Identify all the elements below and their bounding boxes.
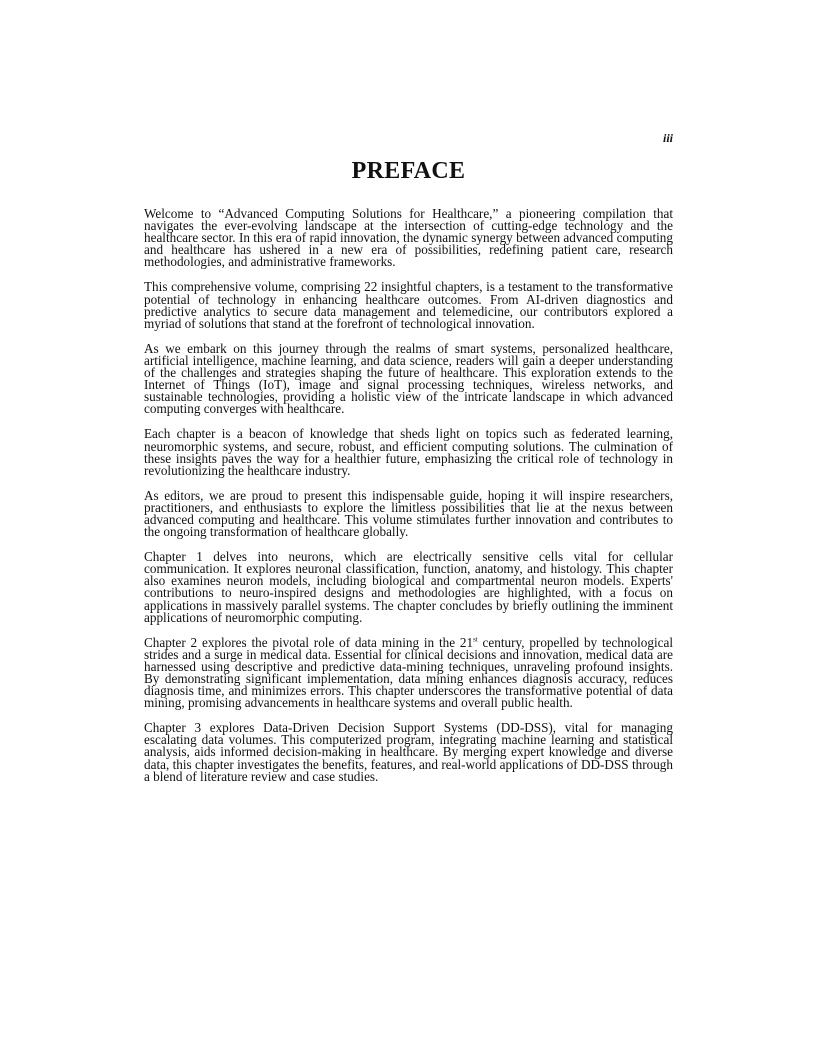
document-page xyxy=(144,0,673,1056)
paragraph-welcome: Welcome to “Advanced Computing Solutions for Healthcare,” a pioneering compilation that navigates the ever-evolving landscape at the intersection of cutting-edge technology and the healthcare sector. In this era of rapid innovation, the dynamic synergy between advanced computing and healthcare has ushered in a new era of possibilities, redefining patient care, research methodologies, and administrative frameworks. xyxy=(144,206,673,270)
paragraph-chapter-3: Chapter 3 explores Data-Driven Decision Support Systems (DD-DSS), vital for managing escalating data volumes. This computerized program, integrating machine learning and statistical analysis, aids informed decision-making in healthcare. By merging expert knowledge and diverse data, this chapter investigates the benefits, features, and real-world applications of DD-DSS through a blend of literature review and case studies. xyxy=(144,720,673,784)
paragraph-editors-note: As editors, we are proud to present this indispensable guide, hoping it will inspire researchers, practitioners, and enthusiasts to explore the limitless possibilities that lie at the nexus between advanced computing and healthcare. This volume stimulates further innovation and contributes to the ongoing transformation of healthcare globally. xyxy=(144,487,673,540)
paragraph-chapter-topics: Each chapter is a beacon of knowledge that sheds light on topics such as federated learning, neuromorphic systems, and secure, robust, and efficient computing solutions. The culmination of these insights paves the way for a healthier future, emphasizing the critical role of technology in revolutionizing the healthcare industry. xyxy=(144,426,673,478)
paragraph-volume-overview: This comprehensive volume, comprising 22 insightful chapters, is a testament to the transformative potential of technology in enhancing healthcare outcomes. From AI-driven diagnostics and predictive analytics to secure data management and telemedicine, our contributors explored a myriad of solutions that stand at the forefront of technological innovation. xyxy=(144,279,673,331)
page-title: PREFACE xyxy=(351,158,466,184)
ordinal-suffix: st xyxy=(473,635,478,644)
preface-body xyxy=(144,208,673,796)
paragraph-journey: As we embark on this journey through the realms of smart systems, personalized healthcare, artificial intelligence, machine learning, and data science, readers will gain a deeper understanding of the challenges and strategies shaping the future of healthcare. This exploration extends to the Internet of Things (IoT), image and signal processing techniques, wireless networks, and sustainable technologies, providing a holistic view of the intricate landscape in which advanced computing converges with healthcare. xyxy=(144,340,673,417)
chapter-2-rest: century, propelled by technological strides and a surge in medical data. Essential for clinical decisions and innovation, medical data are harnessed using descriptive and predictive data-mining techniques, unraveling profound insights. By demonstrating significant implementation, data mining enhances diagnosis accuracy, reduces diagnosis time, and minimizes errors. This chapter underscores the transformative potential of data mining, promising advancements in healthcare systems and overall public health. xyxy=(144,634,673,711)
paragraph-chapter-1: Chapter 1 delves into neurons, which are electrically sensitive cells vital for cellular communication. It explores neuronal classification, function, anatomy, and histology. This chapter also examines neuron models, including biological and compartmental neuron models. Experts' contributions to neuro-inspired designs and methodologies are highlighted, with a focus on applications in massively parallel systems. The chapter concludes by briefly outlining the imminent applications of neuromorphic computing. xyxy=(144,549,673,625)
chapter-2-lead: Chapter 2 explores the pivotal role of data mining in the 21 xyxy=(144,634,474,650)
paragraph-chapter-2 xyxy=(144,634,673,711)
page-number: iii xyxy=(662,131,673,145)
